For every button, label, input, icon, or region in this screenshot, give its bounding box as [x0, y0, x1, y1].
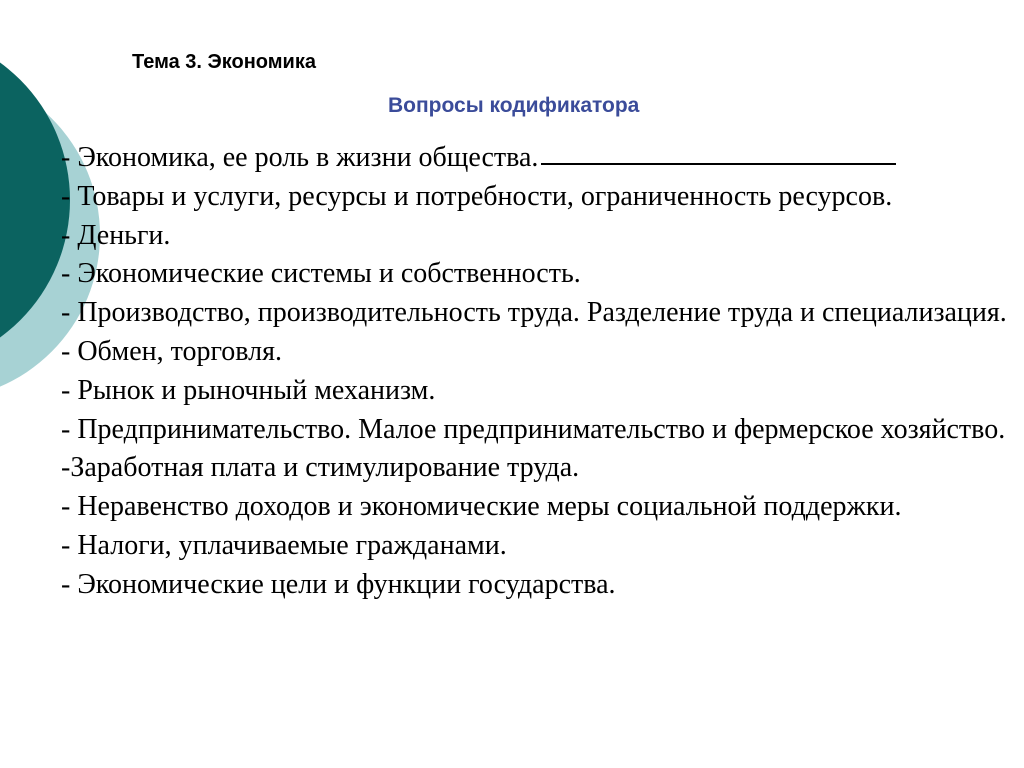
list-item-text: - Производство, производительность труда. Разделение труда и специализация.: [61, 297, 1007, 329]
list-item: [61, 333, 1016, 372]
list-item-text: - Налоги, уплачиваемые гражданами.: [61, 529, 507, 561]
section-subtitle: Вопросы кодификатора: [388, 94, 640, 117]
list-item-text: - Рынок и рыночный механизм.: [61, 374, 436, 406]
list-item: [61, 217, 1016, 256]
list-item: [61, 139, 1016, 178]
codifier-list: [61, 139, 1016, 605]
list-item: [61, 255, 1016, 294]
list-item-text: -Заработная плата и стимулирование труда.: [61, 452, 580, 484]
list-item-text: - Неравенство доходов и экономические меры социальной поддержки.: [61, 491, 902, 523]
list-item: [61, 527, 1016, 566]
list-item: [61, 372, 1016, 411]
answer-blank-line: [541, 163, 896, 165]
list-item-text: - Предпринимательство. Малое предпринимательство и фермерское хозяйство.: [61, 413, 1006, 445]
list-item-text: - Экономика, ее роль в жизни общества.: [61, 142, 539, 173]
list-item-text: - Экономические системы и собственность.: [61, 258, 581, 290]
list-item: [61, 488, 1016, 527]
list-item-text: - Экономические цели и функции государства.: [61, 568, 616, 600]
list-item: [61, 294, 1016, 333]
list-item: [61, 566, 1016, 605]
list-item: [61, 178, 1016, 217]
topic-title: Тема 3. Экономика: [132, 51, 316, 73]
list-item-text: - Деньги.: [61, 219, 171, 251]
list-item-text: - Товары и услуги, ресурсы и потребности, ограниченность ресурсов.: [61, 180, 893, 212]
list-item: [61, 449, 1016, 488]
list-item: [61, 411, 1016, 450]
list-item-text: - Обмен, торговля.: [61, 335, 283, 367]
